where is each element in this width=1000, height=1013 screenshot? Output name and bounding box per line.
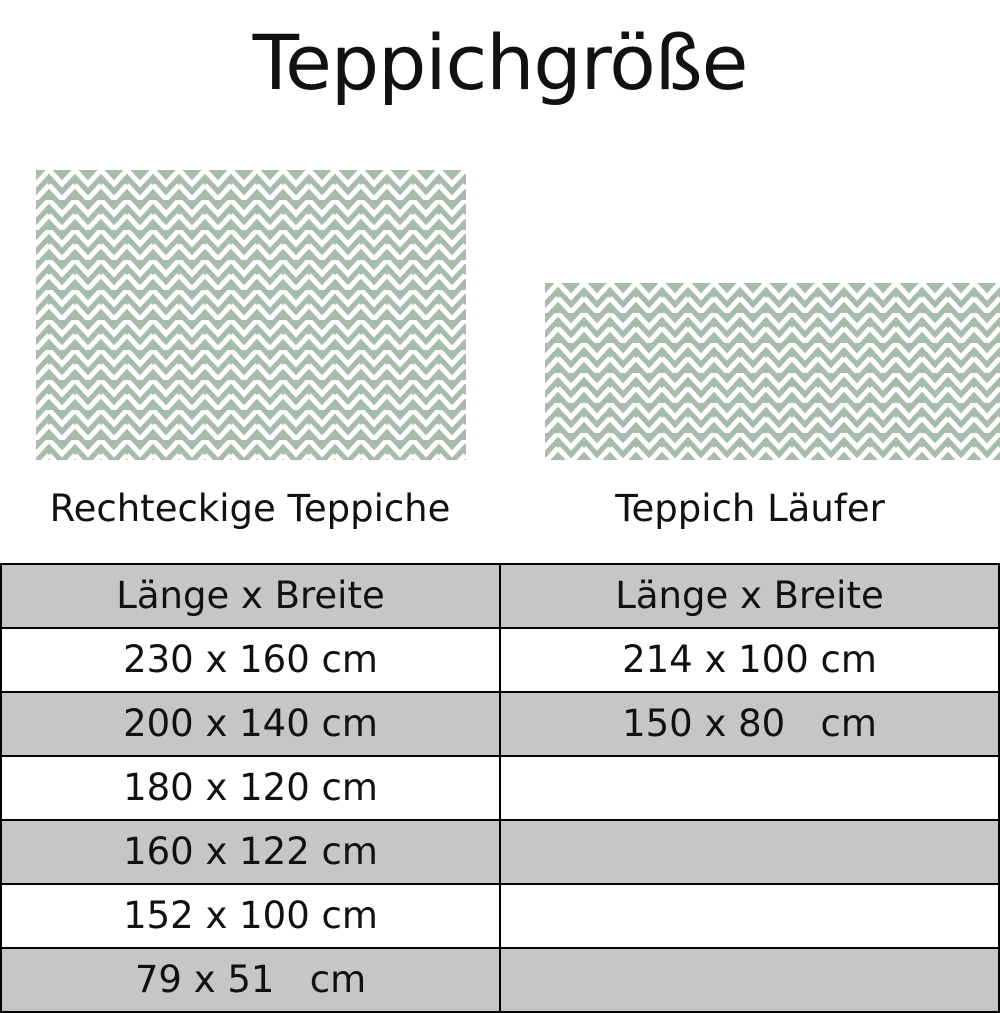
size-cell-runner-empty <box>500 820 999 884</box>
runner-rug-swatch <box>545 283 1000 460</box>
size-cell-runner-empty <box>500 756 999 820</box>
table-row <box>1 884 999 948</box>
size-table <box>0 563 1000 1013</box>
table-row <box>1 628 999 692</box>
rectangular-rug-swatch <box>36 170 466 460</box>
size-cell-rectangular: 180 x 120 cm <box>1 756 500 820</box>
size-cell-rectangular: 230 x 160 cm <box>1 628 500 692</box>
size-cell-runner-empty <box>500 948 999 1012</box>
header-cell-rectangular: Länge x Breite <box>1 564 500 628</box>
table-row <box>1 756 999 820</box>
size-cell-rectangular: 200 x 140 cm <box>1 692 500 756</box>
chevron-pattern-icon <box>36 170 466 460</box>
size-cell-rectangular: 160 x 122 cm <box>1 820 500 884</box>
header-cell-runner: Länge x Breite <box>500 564 999 628</box>
page-title: Teppichgröße <box>252 18 748 107</box>
table-row <box>1 820 999 884</box>
size-cell-rectangular: 79 x 51 cm <box>1 948 500 1012</box>
size-cell-runner: 150 x 80 cm <box>500 692 999 756</box>
size-cell-rectangular: 152 x 100 cm <box>1 884 500 948</box>
chevron-pattern-icon <box>545 283 1000 460</box>
size-cell-runner: 214 x 100 cm <box>500 628 999 692</box>
table-header-row <box>1 564 999 628</box>
runner-rug-caption: Teppich Läufer <box>615 487 885 530</box>
size-cell-runner-empty <box>500 884 999 948</box>
table-row <box>1 948 999 1012</box>
rectangular-rug-caption: Rechteckige Teppiche <box>49 487 451 530</box>
table-row <box>1 692 999 756</box>
